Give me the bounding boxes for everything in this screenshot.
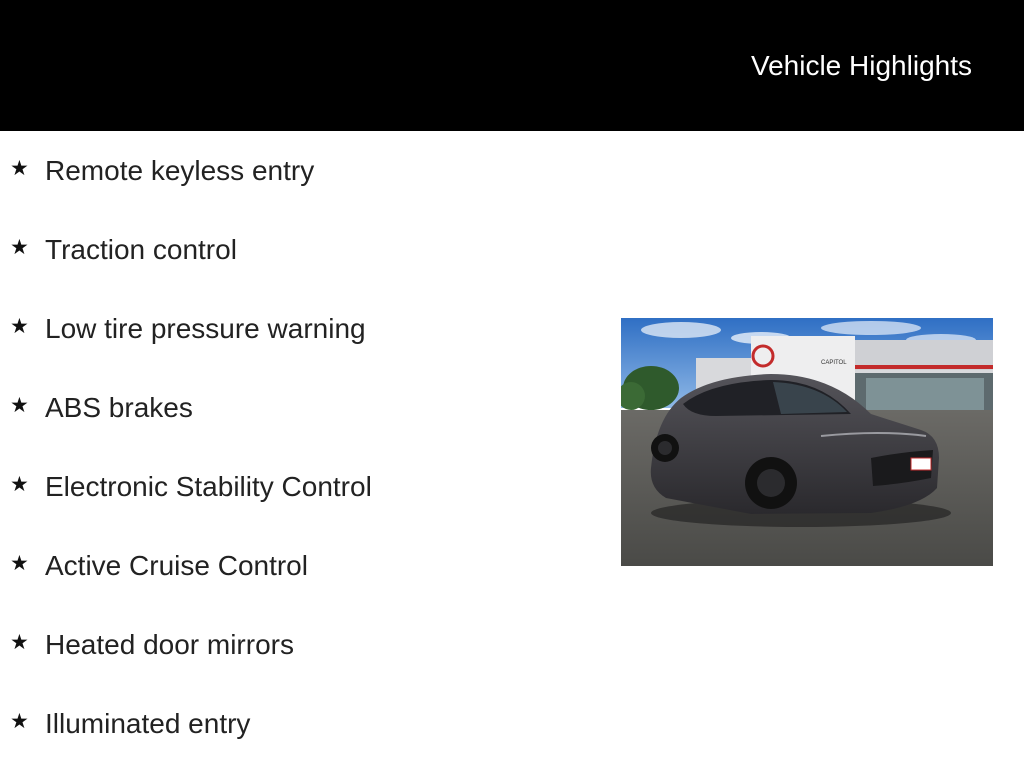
- star-icon: ★: [10, 631, 29, 654]
- feature-item: [0, 131, 600, 210]
- star-icon: ★: [10, 236, 29, 259]
- feature-label: ABS brakes: [45, 392, 193, 423]
- star-icon: ★: [10, 710, 29, 733]
- feature-item: [0, 289, 600, 368]
- star-icon: ★: [10, 473, 29, 496]
- header-bar: [0, 0, 1024, 131]
- vehicle-photo: [621, 318, 993, 566]
- star-icon: ★: [10, 394, 29, 417]
- star-icon: ★: [10, 552, 29, 575]
- feature-item: [0, 684, 600, 763]
- feature-item: [0, 368, 600, 447]
- feature-item: [0, 526, 600, 605]
- star-icon: ★: [10, 315, 29, 338]
- feature-item: [0, 605, 600, 684]
- vehicle-photo-illustration: [621, 318, 993, 566]
- feature-label: Illuminated entry: [45, 708, 251, 739]
- feature-label: Remote keyless entry: [45, 155, 315, 186]
- feature-item: [0, 210, 600, 289]
- feature-label: Active Cruise Control: [45, 550, 308, 581]
- feature-label: Traction control: [45, 234, 237, 265]
- feature-label: Heated door mirrors: [45, 629, 294, 660]
- feature-item: [0, 447, 600, 526]
- feature-list: [0, 131, 600, 763]
- feature-label: Low tire pressure warning: [45, 313, 366, 344]
- star-icon: ★: [10, 157, 29, 180]
- page-title: Vehicle Highlights: [750, 50, 972, 81]
- feature-label: Electronic Stability Control: [45, 471, 372, 502]
- dealer-sign-text: CAPITOL: [821, 360, 847, 366]
